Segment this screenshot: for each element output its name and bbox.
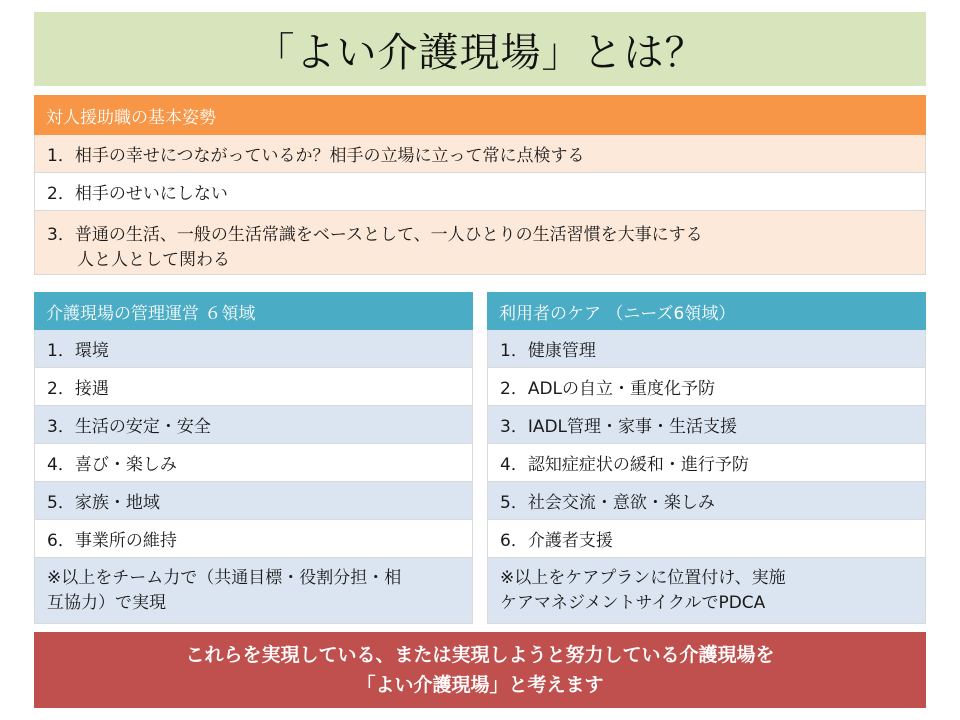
management-item: 6．事業所の維持 (34, 520, 473, 558)
management-item: 2．接遇 (34, 368, 473, 406)
management-item: 3．生活の安定・安全 (34, 406, 473, 444)
user-care-item: 4．認知症症状の緩和・進行予防 (487, 444, 926, 482)
basic-stance-item-3-line2: 人と人として関わる (77, 250, 230, 270)
user-care-item: 5．社会交流・意欲・楽しみ (487, 482, 926, 520)
conclusion-banner (34, 632, 926, 708)
user-care-item: 1．健康管理 (487, 330, 926, 368)
user-care-note (487, 558, 926, 624)
user-care-note-line1: ※以上をケアプランに位置付け、実施 (500, 568, 786, 588)
management-header: 介護現場の管理運営 ６領域 (34, 292, 473, 330)
user-care-item: 6．介護者支援 (487, 520, 926, 558)
basic-stance-item-1: 1．相手の幸せにつながっているか？相手の立場に立って常に点検する (34, 135, 926, 173)
user-care-item: 2．ADLの自立・重度化予防 (487, 368, 926, 406)
management-note (34, 558, 473, 624)
management-item: 4．喜び・楽しみ (34, 444, 473, 482)
user-care-header: 利用者のケア （ニーズ6領域） (487, 292, 926, 330)
basic-stance-item-3-line1: 3．普通の生活、一般の生活常識をベースとして、一人ひとりの生活習慣を大事にする (47, 225, 703, 245)
basic-stance-item-3 (34, 211, 926, 275)
user-care-table (487, 292, 926, 624)
management-table (34, 292, 473, 624)
management-note-line1: ※以上をチーム力で（共通目標・役割分担・相 (47, 568, 402, 588)
management-note-line2: 互協力）で実現 (47, 593, 166, 613)
basic-stance-header: 対人援助職の基本姿勢 (34, 95, 926, 135)
user-care-note-line2: ケアマネジメントサイクルでPDCA (500, 593, 766, 613)
user-care-item: 3．IADL管理・家事・生活支援 (487, 406, 926, 444)
page-title: 「よい介護現場」とは？ (34, 12, 926, 86)
conclusion-line2: 「よい介護現場」と考えます (356, 674, 604, 696)
management-item: 5．家族・地域 (34, 482, 473, 520)
management-item: 1．環境 (34, 330, 473, 368)
basic-stance-table (34, 95, 926, 275)
basic-stance-item-2: 2．相手のせいにしない (34, 173, 926, 211)
conclusion-line1: これらを実現している、または実現しようと努力している介護現場を (185, 644, 775, 666)
